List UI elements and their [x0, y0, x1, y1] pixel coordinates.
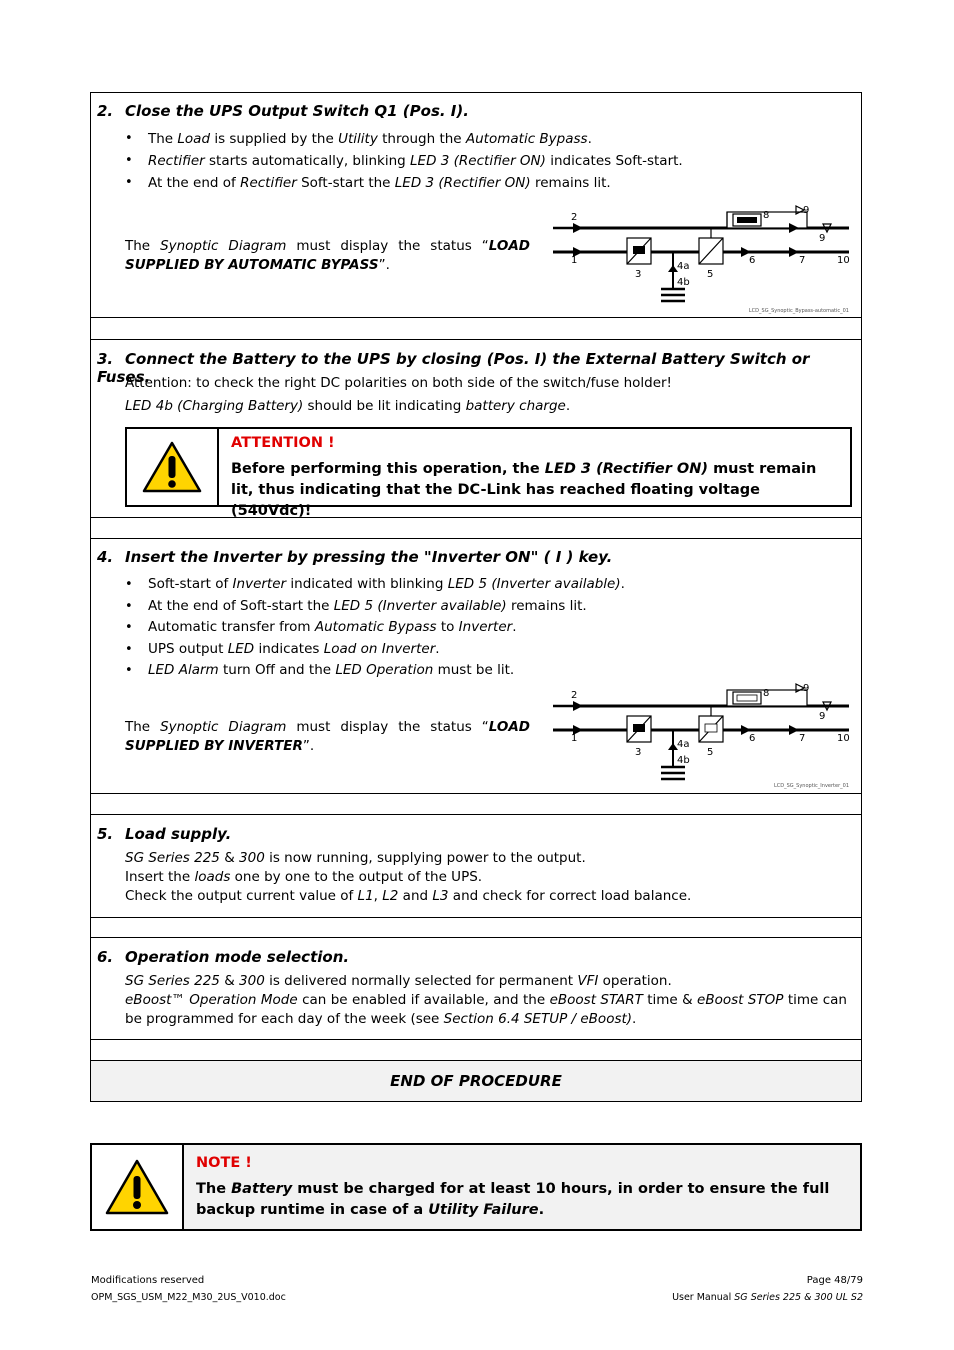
- end-of-procedure: END OF PROCEDURE: [90, 1060, 862, 1102]
- svg-text:2: 2: [571, 690, 578, 701]
- note-box: [90, 1143, 862, 1231]
- step-4-title: 4. Insert the Inverter by pressing the "Inverter ON" ( I ) key.: [97, 548, 613, 566]
- svg-text:9: 9: [819, 711, 826, 722]
- svg-text:8: 8: [763, 210, 770, 221]
- svg-text:1: 1: [571, 733, 578, 744]
- svg-text:5: 5: [707, 269, 714, 280]
- list-item: • The Load is supplied by the Utility through the Automatic Bypass.: [125, 128, 683, 150]
- svg-text:7: 7: [799, 255, 806, 266]
- list-item: • Rectifier starts automatically, blinking LED 3 (Rectifier ON) indicates Soft-start.: [125, 150, 683, 172]
- svg-text:9: 9: [819, 233, 826, 244]
- list-item: • Automatic transfer from Automatic Bypass to Inverter.: [125, 617, 625, 639]
- spacer-row: [90, 318, 862, 340]
- svg-text:4a: 4a: [677, 739, 690, 750]
- svg-text:4b: 4b: [677, 277, 690, 288]
- svg-text:5: 5: [707, 747, 714, 758]
- list-item: • At the end of Rectifier Soft-start the LED 3 (Rectifier ON) remains lit.: [125, 172, 683, 194]
- step-4-box: [90, 538, 862, 794]
- svg-text:3: 3: [635, 747, 642, 758]
- attention-text: Before performing this operation, the LED 3 (Rectifier ON) must remain lit, thus indicating that the DC-Link has reached floating voltage (540Vdc)!: [231, 461, 817, 519]
- warning-icon: [92, 1145, 184, 1229]
- footer-page-number: Page 48/79: [806, 1275, 863, 1286]
- svg-text:8: 8: [763, 688, 770, 699]
- svg-text:LCD_SG_Synoptic_Inverter_01: LCD_SG_Synoptic_Inverter_01: [774, 783, 849, 789]
- attention-heading: ATTENTION !: [231, 435, 335, 451]
- step-4-bullets: [125, 574, 625, 682]
- synoptic-diagram-bypass: [549, 201, 854, 316]
- step-3-box: [90, 339, 862, 518]
- svg-text:4a: 4a: [677, 261, 690, 272]
- svg-text:2: 2: [571, 212, 578, 223]
- spacer-row: [90, 1039, 862, 1061]
- svg-text:9: 9: [803, 683, 810, 694]
- spacer-row: [90, 517, 862, 539]
- step-2-title: 2. Close the UPS Output Switch Q1 (Pos. I).: [97, 102, 469, 120]
- step-6-text: SG Series 225 & 300 is delivered normally selected for permanent VFI operation. eBoost™ Operation Mode can be enabled if available, and the eBoost START time & eBoost STOP time can be programmed for each day of the week (see Section 6.4 SETUP / eBoost).: [125, 973, 847, 1027]
- svg-text:10: 10: [837, 733, 850, 744]
- svg-text:6: 6: [749, 255, 756, 266]
- note-heading: NOTE !: [196, 1155, 252, 1171]
- synoptic-text: The Synoptic Diagram must display the status “LOAD SUPPLIED BY AUTOMATIC BYPASS”.: [125, 238, 530, 273]
- step-2-bullets: [125, 128, 683, 194]
- spacer-row: [90, 917, 862, 938]
- footer-modifications: Modifications reserved: [91, 1275, 205, 1286]
- list-item: • UPS output LED indicates Load on Inverter.: [125, 639, 625, 661]
- warning-icon: [127, 429, 219, 505]
- step-2-box: [90, 92, 862, 318]
- step-3-led-line: LED 4b (Charging Battery) should be lit indicating battery charge.: [125, 398, 571, 414]
- footer-manual-title: User Manual SG Series 225 & 300 UL S2: [672, 1292, 863, 1303]
- svg-text:LCD_SG_Synoptic_Bypass-automat: LCD_SG_Synoptic_Bypass-automatic_01: [748, 308, 849, 314]
- svg-text:7: 7: [799, 733, 806, 744]
- svg-text:4b: 4b: [677, 755, 690, 766]
- step-5-text: SG Series 225 & 300 is now running, supplying power to the output. Insert the loads one by one to the output of the UPS. Check the output current value of L1, L2 and L3 and check for correct load balance.: [125, 850, 692, 904]
- step-6-title: 6. Operation mode selection.: [97, 948, 350, 966]
- footer-doc-name: OPM_SGS_USM_M22_M30_2US_V010.doc: [91, 1292, 286, 1303]
- spacer-row: [90, 793, 862, 815]
- list-item: • Soft-start of Inverter indicated with blinking LED 5 (Inverter available).: [125, 574, 625, 596]
- svg-text:9: 9: [803, 205, 810, 216]
- svg-text:3: 3: [635, 269, 642, 280]
- step-3-attention-line: Attention: to check the right DC polarities on both side of the switch/fuse holder!: [125, 375, 672, 391]
- synoptic-diagram-inverter: [549, 679, 854, 791]
- list-item: • LED Alarm turn Off and the LED Operation must be lit.: [125, 660, 625, 682]
- attention-box: [125, 427, 852, 519]
- note-text: The Battery must be charged for at least 10 hours, in order to ensure the full backup runtime in case of a Utility Failure.: [196, 1181, 830, 1218]
- svg-text:6: 6: [749, 733, 756, 744]
- list-item: • At the end of Soft-start the LED 5 (Inverter available) remains lit.: [125, 596, 625, 618]
- step-3-title: 3. Connect the Battery to the UPS by closing (Pos. I) the External Battery Switch or Fuses.: [97, 350, 810, 386]
- synoptic-text: The Synoptic Diagram must display the status “LOAD SUPPLIED BY INVERTER”.: [125, 719, 530, 754]
- step-6-box: [90, 937, 862, 1040]
- svg-text:1: 1: [571, 255, 578, 266]
- svg-text:10: 10: [837, 255, 850, 266]
- step-5-box: [90, 814, 862, 918]
- step-5-title: 5. Load supply.: [97, 825, 232, 843]
